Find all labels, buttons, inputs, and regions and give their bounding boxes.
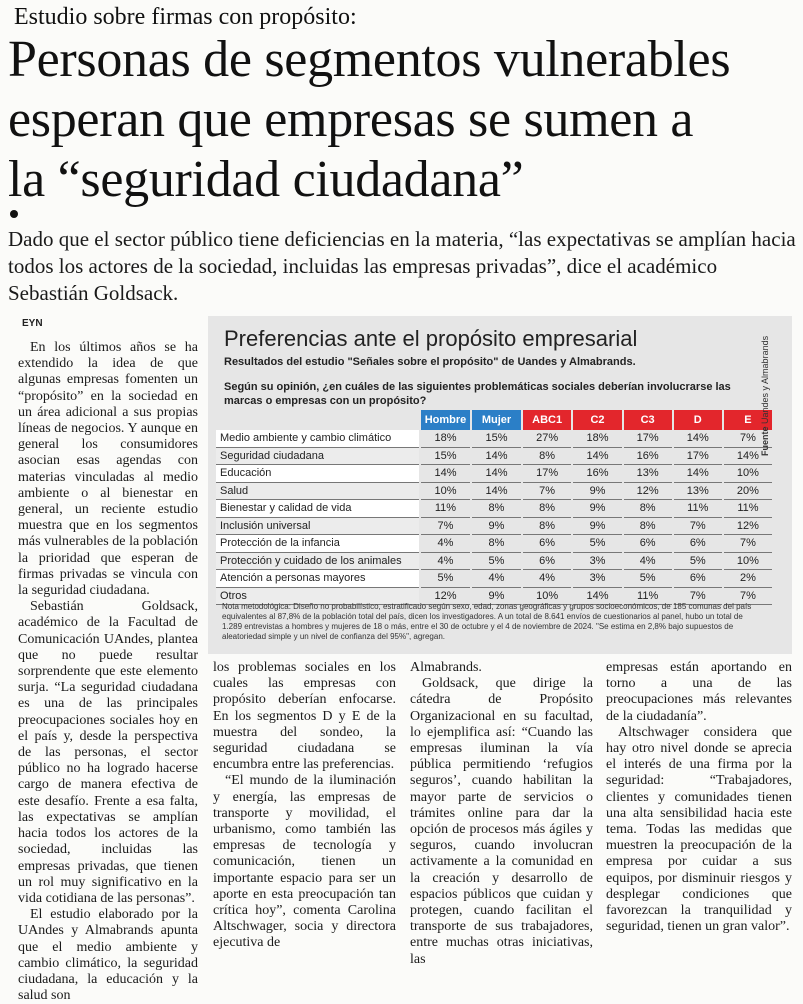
cell-value: 16% — [623, 447, 673, 465]
cell-value: 14% — [420, 465, 471, 483]
cell-value: 11% — [420, 500, 471, 518]
cell-value: 14% — [471, 482, 522, 500]
cell-value: 10% — [420, 482, 471, 500]
deck: Dado que el sector público tiene deficiencias en la materia, “las expectativas se amplían hacia todos los actores de la sociedad, incluidas las empresas privadas”, dice el académico Sebastián Goldsack. — [8, 227, 796, 305]
cell-value: 9% — [471, 587, 522, 605]
row-label: Atención a personas mayores — [216, 570, 420, 588]
paragraph: El estudio elaborado por la UAndes y Almabrands apunta que el medio ambiente y cambio climático, la seguridad ciudadana, la educación y la salud son — [18, 907, 198, 1004]
preferences-table — [216, 410, 772, 605]
paragraph: Sebastián Goldsack, académico de la Facultad de Comunicación UAndes, plantea que no puede resultar sorprendente que este elemento surja. “La seguridad ciudadana es una de las principales preocupaciones sociales hoy en el país y, desde la perspectiva de las personas, el sector público no ha logrado hacerse cargo de manera efectiva de este desafío. Frente a esa falta, las expectativas se amplían hacia todos los actores de la sociedad, incluidas las empresas privadas, que tienen un rol muy significativo en la vida cotidiana de las personas”. — [18, 599, 198, 906]
cell-value: 8% — [522, 447, 573, 465]
cell-value: 18% — [572, 430, 622, 447]
cell-value: 6% — [522, 535, 573, 553]
cell-value: 7% — [723, 535, 772, 553]
cell-value: 11% — [723, 500, 772, 518]
cell-value: 7% — [420, 517, 471, 535]
cell-value: 5% — [623, 570, 673, 588]
cell-value: 4% — [471, 570, 522, 588]
row-label: Seguridad ciudadana — [216, 447, 420, 465]
byline: EYN — [22, 318, 43, 329]
cell-value: 6% — [673, 535, 723, 553]
table-row — [216, 465, 772, 483]
cell-value: 10% — [522, 587, 573, 605]
cell-value: 6% — [673, 570, 723, 588]
cell-value: 11% — [673, 500, 723, 518]
cell-value: 14% — [471, 465, 522, 483]
table-row — [216, 447, 772, 465]
cell-value: 14% — [471, 447, 522, 465]
cell-value: 7% — [723, 587, 772, 605]
column-header-hombre: Hombre — [420, 410, 471, 430]
headline-line: esperan que empresas se sumen a — [8, 91, 694, 148]
cell-value: 17% — [623, 430, 673, 447]
cell-value: 6% — [522, 552, 573, 570]
column-header-abc1: ABC1 — [522, 410, 573, 430]
cell-value: 9% — [572, 482, 622, 500]
infographic-subtitle: Resultados del estudio "Señales sobre el propósito" de Uandes y Almabrands. — [224, 356, 636, 368]
cell-value: 10% — [723, 552, 772, 570]
table-row — [216, 535, 772, 553]
cell-value: 7% — [723, 430, 772, 447]
cell-value: 14% — [673, 465, 723, 483]
table-row — [216, 482, 772, 500]
source-name: Uandes y Almabrands — [760, 335, 770, 424]
cell-value: 5% — [673, 552, 723, 570]
column-header-d: D — [673, 410, 723, 430]
cell-value: 7% — [673, 517, 723, 535]
row-label: Inclusión universal — [216, 517, 420, 535]
row-label: Otros — [216, 587, 420, 605]
cell-value: 14% — [572, 447, 622, 465]
cell-value: 16% — [572, 465, 622, 483]
paragraph: empresas están aportando en torno a una de las preocupaciones más relevantes de la ciudadanía”. — [606, 660, 792, 724]
cell-value: 2% — [723, 570, 772, 588]
row-label: Educación — [216, 465, 420, 483]
article-column-3 — [410, 660, 593, 968]
cell-value: 13% — [673, 482, 723, 500]
cell-value: 8% — [471, 500, 522, 518]
headline — [8, 30, 798, 210]
cell-value: 5% — [471, 552, 522, 570]
cell-value: 7% — [673, 587, 723, 605]
cell-value: 5% — [420, 570, 471, 588]
cell-value: 12% — [623, 482, 673, 500]
paragraph: “El mundo de la iluminación y energía, las empresas de transporte y movilidad, el urbanismo, como también las empresas de tecnología y comunicación, tienen un importante espacio para ser un aporte en esta preocupación tan crítica hoy”, comenta Carolina Altschwager, socia y directora ejecutiva de — [213, 773, 396, 951]
cell-value: 8% — [623, 517, 673, 535]
cell-value: 4% — [522, 570, 573, 588]
table-row — [216, 500, 772, 518]
kicker: Estudio sobre firmas con propósito: — [14, 4, 357, 30]
cell-value: 5% — [572, 535, 622, 553]
article-column-1 — [18, 340, 198, 1004]
paragraph: Altschwager considera que hay otro nivel donde se aprecia el interés de una firma por la seguridad: “Trabajadores, clientes y comunidades tienen una alta sensibilidad hacia este tema. Todas las medidas que muestren la preocupación de la empresa por cuidar a sus equipos, por disminuir riesgos y desplegar condiciones que favorezcan la tranquilidad y seguridad, tienen un gran valor”. — [606, 724, 792, 935]
cell-value: 8% — [522, 517, 573, 535]
deck-bullet — [10, 210, 18, 218]
row-label: Medio ambiente y cambio climático — [216, 430, 420, 447]
cell-value: 14% — [723, 447, 772, 465]
table-row — [216, 552, 772, 570]
cell-value: 3% — [572, 570, 622, 588]
cell-value: 17% — [522, 465, 573, 483]
cell-value: 8% — [471, 535, 522, 553]
cell-value: 3% — [572, 552, 622, 570]
cell-value: 6% — [623, 535, 673, 553]
cell-value: 14% — [673, 430, 723, 447]
row-label: Protección de la infancia — [216, 535, 420, 553]
headline-line: Personas de segmentos vulnerables — [8, 31, 731, 88]
row-label: Protección y cuidado de los animales — [216, 552, 420, 570]
cell-value: 17% — [673, 447, 723, 465]
cell-value: 9% — [572, 500, 622, 518]
infographic-title: Preferencias ante el propósito empresarial — [224, 326, 638, 351]
row-label: Bienestar y calidad de vida — [216, 500, 420, 518]
table-row — [216, 570, 772, 588]
cell-value: 14% — [572, 587, 622, 605]
cell-value: 9% — [572, 517, 622, 535]
cell-value: 18% — [420, 430, 471, 447]
infographic — [208, 316, 792, 654]
source-label: Fuente — [760, 426, 770, 456]
cell-value: 15% — [420, 447, 471, 465]
column-header-c2: C2 — [572, 410, 622, 430]
cell-value: 8% — [623, 500, 673, 518]
paragraph: En los últimos años se ha extendido la idea de que algunas empresas fomenten un “propósito” en la sociedad en un área adicional a sus propias líneas de negocios. Y aunque en general los consumidores asocian esas agendas con materias vinculadas al medio ambiente o al bienestar en general, un reciente estudio muestra que en los segmentos más vulnerables de la población la prioridad que esperan de firmas privadas se vincula con la seguridad ciudadana. — [18, 340, 198, 599]
cell-value: 10% — [723, 465, 772, 483]
source-credit — [760, 296, 770, 456]
headline-line: la “seguridad ciudadana” — [8, 151, 524, 208]
table-body — [216, 430, 772, 605]
table-header-row — [216, 410, 772, 430]
column-header-e: E — [723, 410, 772, 430]
cell-value: 15% — [471, 430, 522, 447]
cell-value: 13% — [623, 465, 673, 483]
article-column-2 — [213, 660, 396, 952]
infographic-question: Según su opinión, ¿en cuáles de las siguientes problemáticas sociales deberían involucrarse las marcas o empresas con un propósito? — [224, 381, 731, 407]
header-blank — [216, 410, 420, 430]
article-column-4 — [606, 660, 792, 935]
cell-value: 9% — [471, 517, 522, 535]
table-row — [216, 430, 772, 447]
cell-value: 4% — [420, 552, 471, 570]
cell-value: 8% — [522, 500, 573, 518]
cell-value: 4% — [623, 552, 673, 570]
cell-value: 11% — [623, 587, 673, 605]
column-header-c3: C3 — [623, 410, 673, 430]
paragraph: Goldsack, que dirige la cátedra de Propósito Organizacional en su facultad, lo ejemplifica así: “Cuando las empresas iluminan la vía pública permitiendo ‘refugios seguros’, cuando habilitan la mayor parte de servicios o trámites online para dar la opción de procesos más ágiles y seguros, cuando involucran activamente a la comunidad en la creación y desarrollo de espacios públicos que cuidan y protegen, cuando facilitan el transporte de sus trabajadores, entre muchas otras iniciativas, las — [410, 676, 593, 967]
row-label: Salud — [216, 482, 420, 500]
paragraph: los problemas sociales en los cuales las empresas con propósito deberían enfocarse. En los segmentos D y E de la muestra del sondeo, la seguridad ciudadana se encumbra entre las preferencias. — [213, 660, 396, 773]
cell-value: 7% — [522, 482, 573, 500]
table-row — [216, 517, 772, 535]
paragraph: Almabrands. — [410, 660, 482, 675]
methodology-note: Nota metodológica: Diseño no probabilístico, estratificado según sexo, edad, zonas geográficas y grupos socioeconómicos, de 185 comunas del país equivalentes al 87,8% de la población total del país, dicen los investigadores. A un total de 8.641 envíos de cuestionarios al panel, hubo un total de 1.289 entrevistas a hombres y mujeres de 18 o más, entre el 30 de octubre y el 4 de noviembre de 2024. "Se estima en 2,8% bajo supuestos de aleatoriedad simple y un nivel de confianza del 95%", agregan. — [222, 602, 752, 641]
cell-value: 20% — [723, 482, 772, 500]
cell-value: 27% — [522, 430, 573, 447]
column-header-mujer: Mujer — [471, 410, 522, 430]
cell-value: 4% — [420, 535, 471, 553]
cell-value: 12% — [723, 517, 772, 535]
cell-value: 12% — [420, 587, 471, 605]
